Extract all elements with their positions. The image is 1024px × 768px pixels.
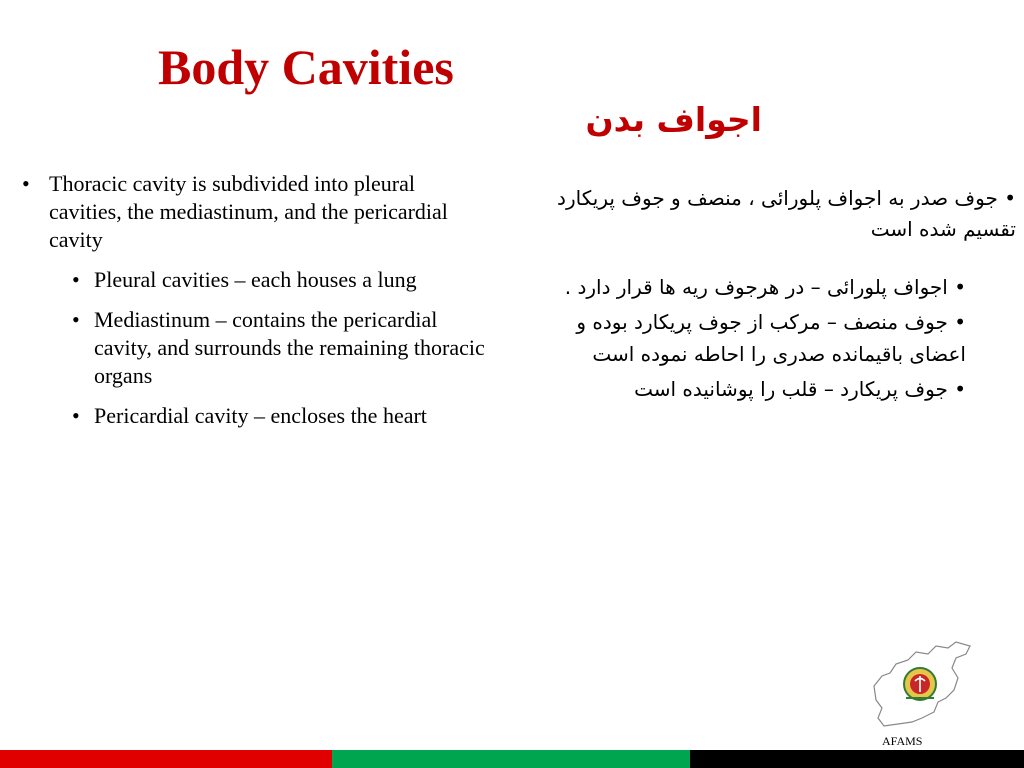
list-item-text: Mediastinum – contains the pericardial cavity, and surrounds the remaining thoracic organs bbox=[94, 306, 485, 388]
flag-bar-green bbox=[332, 750, 690, 768]
list-item bbox=[10, 266, 485, 294]
flag-bar-black bbox=[690, 750, 1024, 768]
list-item-text: Pleural cavities – each houses a lung bbox=[94, 266, 417, 292]
persian-bullet-list bbox=[516, 183, 1016, 407]
list-item-text: Pericardial cavity – encloses the heart bbox=[94, 402, 427, 428]
footer-label: AFAMS bbox=[882, 734, 923, 748]
slide-title-persian: اجواف بدن bbox=[585, 100, 762, 139]
list-item bbox=[10, 306, 485, 390]
list-item bbox=[10, 402, 485, 430]
list-item: • جوف منصف – مرکب از جوف پریکارد بوده و اعضای باقیمانده صدری را احاطه نموده است bbox=[576, 309, 966, 367]
flag-bar-red bbox=[0, 750, 332, 768]
slide-title: Body Cavities bbox=[158, 39, 454, 95]
english-bullet-list bbox=[10, 170, 485, 442]
bullet-marker: • bbox=[22, 171, 30, 196]
list-item bbox=[10, 170, 485, 254]
list-item: • اجواف پلورائی – در هرجوف ریه ها قرار دارد . bbox=[564, 275, 966, 299]
list-item-text: Thoracic cavity is subdivided into pleural cavities, the mediastinum, and the pericardial cavity bbox=[49, 171, 448, 252]
bullet-marker: • bbox=[72, 402, 80, 428]
bullet-marker: • bbox=[72, 306, 80, 332]
list-item: • جوف پریکارد – قلب را پوشانیده است bbox=[634, 376, 966, 401]
list-item: • جوف صدر به اجواف پلورائی ، منصف و جوف پریکارد تقسیم شده است bbox=[557, 186, 1016, 241]
afghanistan-map-emblem-icon bbox=[868, 638, 973, 730]
bullet-marker: • bbox=[72, 266, 80, 292]
